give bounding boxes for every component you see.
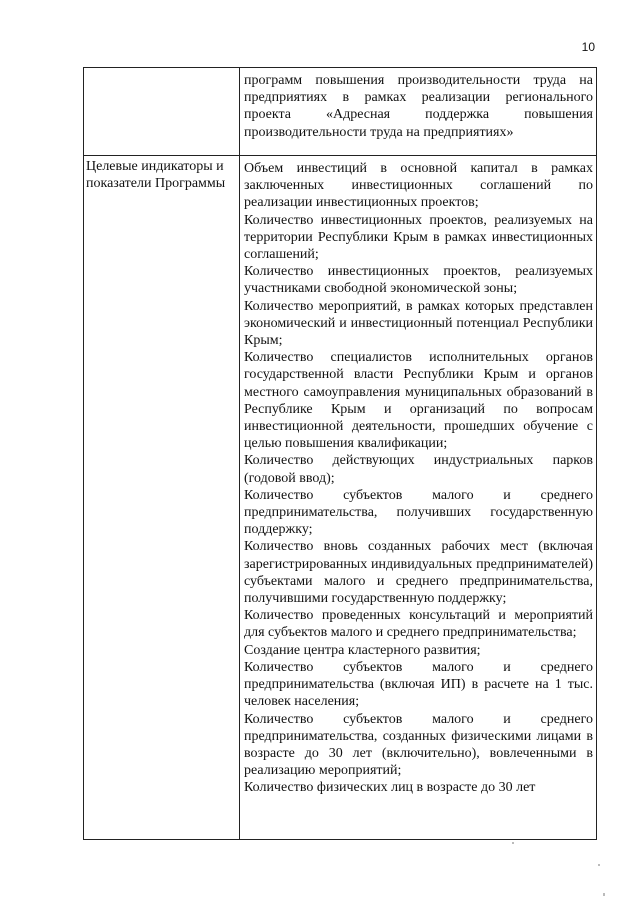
indicator-item: Количество специалистов исполнительных органов государственной власти Республики Крым и органов местного самоуправления муниципальных образований в Республике Крым и организаций по вопросам инвестиционной деятельности, прошедших обучение с целью повышения квалификации;: [244, 350, 593, 452]
indicator-item: Количество субъектов малого и среднего предпринимательства, созданных физическими лицами в возрасте до 30 лет (включительно), вовлеченными в реализацию мероприятий;: [244, 711, 593, 779]
indicator-item: Количество инвестиционных проектов, реализуемых участниками свободной экономической зоны;: [244, 264, 593, 297]
indicator-item: Количество субъектов малого и среднего предпринимательства (включая ИП) в расчете на 1 тыс. человек населения;: [244, 659, 593, 710]
indicator-item: Количество субъектов малого и среднего предпринимательства, получивших государственную поддержку;: [244, 487, 593, 538]
indicator-item: Объем инвестиций в основной капитал в рамках заключенных инвестиционных соглашений по реализации инвестиционных проектов;: [244, 161, 593, 211]
table-cell-continuation: [240, 68, 596, 156]
program-passport-table: [83, 67, 597, 840]
table-cell-empty: [84, 68, 240, 156]
indicator-item: Количество действующих индустриальных парков (годовой ввод);: [244, 453, 593, 486]
scan-artifact: [598, 864, 600, 866]
page-number: 10: [581, 40, 595, 54]
indicators-label: Целевые индикаторы и показатели Программы: [86, 159, 226, 192]
scan-artifact: [512, 842, 514, 844]
indicator-item: Количество вновь созданных рабочих мест (включая зарегистрированных индивидуальных предпринимателей) субъектами малого и среднего предпринимательства, получившими государственную поддержку;: [244, 539, 593, 607]
indicator-item: Создание центра кластерного развития;: [244, 642, 481, 658]
indicator-item: Количество инвестиционных проектов, реализуемых на территории Республики Крым в рамках инвестиционных соглашений;: [244, 212, 593, 263]
indicator-item: Количество физических лиц в возрасте до 30 лет: [244, 780, 536, 796]
table-cell-indicators: [240, 156, 596, 839]
table-cell-indicators-label: [84, 156, 240, 839]
continuation-text: программ повышения производительности труда на предприятиях в рамках реализации регионального проекта «Адресная поддержка повышения производительности труда на предприятиях»: [244, 73, 593, 140]
indicator-item: Количество мероприятий, в рамках которых представлен экономический и инвестиционный потенциал Республики Крым;: [244, 298, 593, 349]
indicator-item: Количество проведенных консультаций и мероприятий для субъектов малого и среднего предпринимательства;: [244, 608, 593, 641]
scan-artifact: [603, 893, 605, 896]
